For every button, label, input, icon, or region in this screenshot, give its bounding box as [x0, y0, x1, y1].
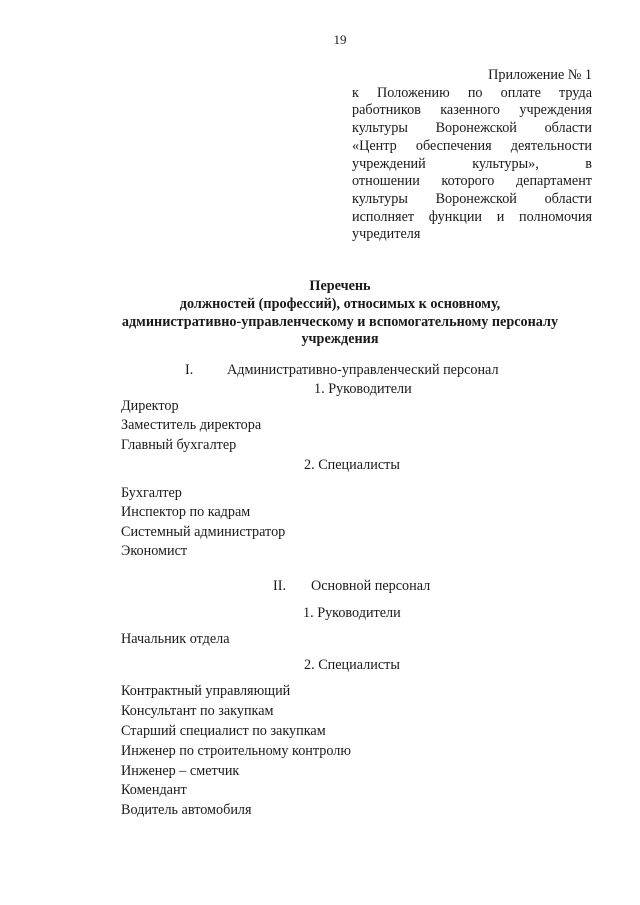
section-1-title: Административно-управленческий персонал	[227, 362, 499, 378]
appendix-line: учредителя	[352, 226, 421, 243]
section-2-sub-1-heading: 1. Руководители	[303, 605, 401, 621]
list-item: Системный администратор	[121, 524, 286, 540]
list-item: Начальник отдела	[121, 631, 230, 647]
list-item: Главный бухгалтер	[121, 437, 237, 453]
list-item: Консультант по закупкам	[121, 703, 274, 719]
list-item: Инспектор по кадрам	[121, 504, 251, 520]
appendix-line: учреждений культуры», в	[352, 155, 592, 172]
appendix-line: «Центр обеспечения деятельности	[352, 137, 592, 154]
appendix-line: культуры Воронежской области	[352, 120, 592, 137]
list-item: Бухгалтер	[121, 485, 182, 501]
list-item: Комендант	[121, 782, 187, 798]
appendix-title: Приложение № 1	[488, 67, 592, 83]
list-item: Экономист	[121, 543, 188, 559]
list-item: Директор	[121, 398, 179, 414]
heading-line: должностей (профессий), относимых к основному,	[179, 295, 501, 312]
appendix-line: работников казенного учреждения	[352, 102, 592, 119]
list-item: Водитель автомобиля	[121, 802, 252, 818]
heading-line: учреждения	[301, 331, 379, 348]
list-item: Старший специалист по закупкам	[121, 723, 326, 739]
section-1-sub-1-heading: 1. Руководители	[314, 381, 412, 397]
list-item: Заместитель директора	[121, 417, 262, 433]
page-number: 19	[333, 32, 347, 47]
section-2-sub-2-heading: 2. Специалисты	[304, 657, 400, 673]
section-2-numeral: II.	[273, 578, 286, 594]
section-2-title: Основной персонал	[311, 578, 431, 594]
list-item: Инженер по строительному контролю	[121, 743, 351, 759]
document-heading	[0, 278, 640, 349]
section-1-numeral: I.	[185, 362, 194, 378]
appendix-line: исполняет функции и полномочия	[352, 208, 592, 225]
list-item: Инженер – сметчик	[121, 763, 240, 779]
heading-line: Перечень	[309, 278, 371, 294]
appendix-line: к Положению по оплате труда	[352, 84, 592, 101]
appendix-line: отношении которого департамент	[352, 173, 592, 190]
appendix-block	[352, 67, 592, 244]
appendix-line: культуры Воронежской области	[352, 190, 592, 207]
heading-line: административно-управленческому и вспомогательному персоналу	[121, 313, 559, 330]
list-item: Контрактный управляющий	[121, 683, 291, 699]
section-1-sub-2-heading: 2. Специалисты	[304, 457, 400, 473]
